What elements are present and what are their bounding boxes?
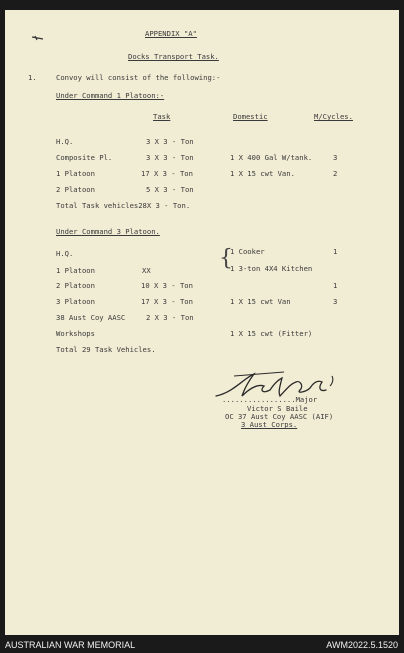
paragraph-text: Convoy will consist of the following:- [56, 73, 221, 82]
s1-row3-unit: 1 Platoon [56, 169, 95, 178]
s2-row6-unit: Workshops [56, 329, 95, 338]
s1-row3-mc: 2 [333, 169, 338, 178]
s2-row2-unit: 1 Platoon [56, 266, 95, 275]
appendix-heading: APPENDIX "A" [145, 29, 197, 38]
s2-row2-domestic: 1 3-ton 4X4 Kitchen [230, 264, 313, 273]
s1-row2-mc: 3 [333, 153, 338, 162]
s2-row4-mc: 3 [333, 297, 338, 306]
s1-row2-domestic: 1 X 400 Gal W/tank. [230, 153, 313, 162]
s1-row2-unit: Composite Pl. [56, 153, 113, 162]
signature-unit: 3 Aust Corps. [241, 420, 298, 429]
document-page [5, 10, 399, 635]
s2-row6-domestic: 1 X 15 cwt (Fitter) [230, 329, 313, 338]
footer-institution: AUSTRALIAN WAR MEMORIAL [5, 640, 136, 650]
s1-row1-task: 3 X 3 - Ton [146, 137, 194, 146]
footer-accession: AWM2022.5.1520 [326, 640, 398, 650]
s2-row1-mc: 1 [333, 247, 338, 256]
subject-heading: Docks Transport Task. [128, 52, 219, 61]
s2-row3-unit: 2 Platoon [56, 281, 95, 290]
column-task: Task [153, 112, 171, 121]
s1-row3-domestic: 1 X 15 cwt Van. [230, 169, 295, 178]
s2-row1-domestic: 1 Cooker [230, 247, 265, 256]
s2-row5-task: 2 X 3 - Ton [146, 313, 194, 322]
section2-heading: Under Command 3 Platoon. [56, 227, 160, 236]
brace-mark: { [219, 246, 233, 271]
column-mcycles: M/Cycles. [314, 112, 353, 121]
s1-row1-unit: H.Q. [56, 137, 74, 146]
column-domestic: Domestic [233, 112, 268, 121]
signature-dots: .................Major [222, 395, 318, 404]
s1-row2-task: 3 X 3 - Ton [146, 153, 194, 162]
signature-name: Victor S Baile [247, 404, 308, 413]
pen-mark [32, 35, 44, 41]
s2-row4-domestic: 1 X 15 cwt Van [230, 297, 291, 306]
s1-row3-task: 17 X 3 - Ton [141, 169, 193, 178]
paragraph-number: 1. [28, 73, 37, 82]
s2-row2-task: XX [142, 266, 151, 275]
s1-row4-task: 5 X 3 - Ton [146, 185, 194, 194]
s1-total: Total Task vehicles28X 3 - Ton. [56, 201, 191, 210]
s2-row4-unit: 3 Platoon [56, 297, 95, 306]
s1-row4-unit: 2 Platoon [56, 185, 95, 194]
s2-row5-unit: 38 Aust Coy AASC [56, 313, 126, 322]
s2-row3-task: 10 X 3 - Ton [141, 281, 193, 290]
section1-heading: Under Command 1 Platoon:- [56, 91, 165, 100]
s2-row1-unit: H.Q. [56, 249, 74, 258]
signature-title: OC 37 Aust Coy AASC (AIF) [225, 412, 334, 421]
s2-total: Total 29 Task Vehicles. [56, 345, 156, 354]
s2-row3-mc: 1 [333, 281, 338, 290]
s2-row4-task: 17 X 3 - Ton [141, 297, 193, 306]
